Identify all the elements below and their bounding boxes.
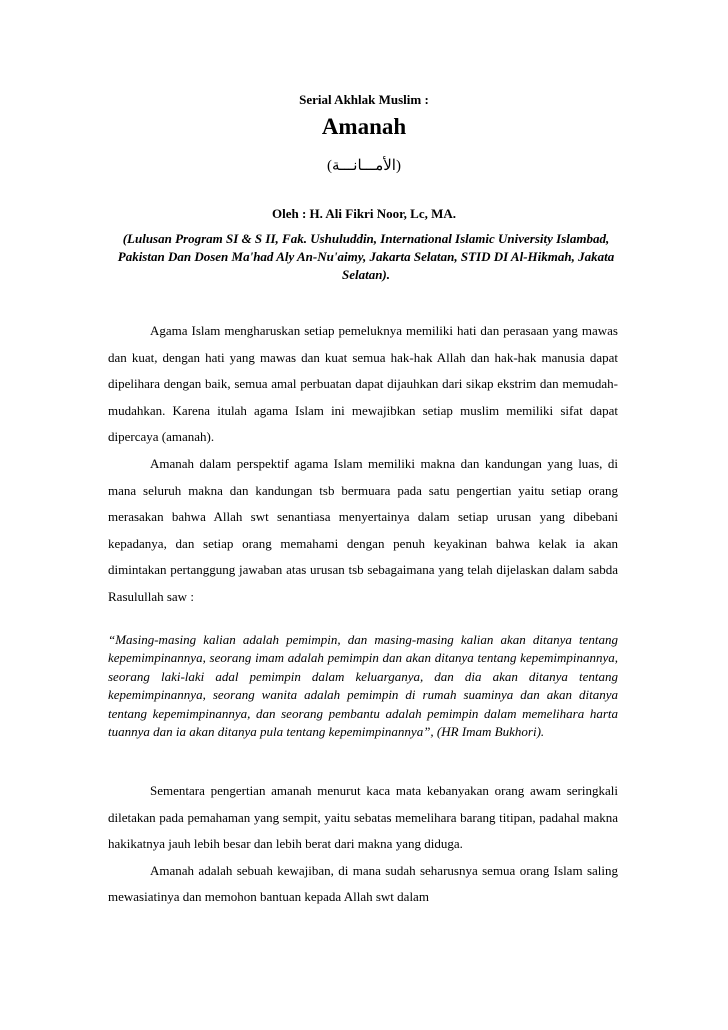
document-title: Amanah (321, 114, 407, 139)
paragraph: Sementara pengertian amanah menurut kaca mata kebanyakan orang awam seringkali diletakan pada pemahaman yang sempit, yaitu sebatas memelihara barang titipan, padahal makna hakikatnya jauh lebih besar dan lebih berat dari makna yang diduga. (108, 783, 618, 852)
paragraph: Amanah adalah sebuah kewajiban, di mana sudah seharusnya semua orang Islam saling mewasiatinya dan memohon bantuan kepada Allah swt dalam (108, 862, 618, 905)
arabic-title: (الأمـــانـــة) (327, 158, 401, 174)
body-section-1 (108, 318, 618, 611)
author-affiliation: (Lulusan Program SI & S II, Fak. Ushuluddin, International Islamic University Islambad, Pakistan Dan Dosen Ma'had Aly An-Nu'aimy, Jakarta Selatan, STID DI Al-Hikmah, Jakata Selatan). (117, 231, 615, 282)
paragraph: Amanah dalam perspektif agama Islam memiliki makna dan kandungan yang luas, di mana seluruh makna dan kandungan tsb bermuara pada satu pengertian yaitu setiap orang merasakan bahwa Allah swt senantiasa menyertainya dalam setiap urusan yang dibebani kepadanya, dan setiap orang memahami dengan penuh keyakinan bahwa kelak ia akan dimintakan pertanggung jawaban atas urusan tsb sebagaimana yang telah dijelaskan dalam sabda Rasulullah saw : (108, 455, 618, 604)
paragraph: Agama Islam mengharuskan setiap pemeluknya memiliki hati dan perasaan yang mawas dan kuat, dengan hati yang mawas dan kuat semua hak-hak Allah dan hak-hak manusia dapat dipelihara dengan baik, semua amal perbuatan dapat dijauhkan dari sikap ekstrim dan memudah-mudahkan. Karena itulah agama Islam ini mewajibkan setiap muslim memiliki sifat dapat dipercaya (amanah). (108, 323, 618, 445)
hadith-quote: “Masing-masing kalian adalah pemimpin, dan masing-masing kalian akan ditanya tentang kepemimpinannya, seorang imam adalah pemimpin dan akan ditanya tentang kepemimpinannya, seorang laki-laki adal pemimpin dalam keluarganya, dan dia akan ditanya tentang kepemimpinannya, seorang wanita adalah pemimpin di rumah suaminya dan akan ditanya tentang kepemimpinannya, dan seorang pembantu adalah pemimpin dalam memelihara harta tuannya dan ia akan ditanya pula tentang kepemimpinannya”, (HR Imam Bukhori). (108, 632, 618, 740)
body-section-2 (108, 778, 618, 911)
series-label: Serial Akhlak Muslim : (299, 92, 429, 107)
author-line: Oleh : H. Ali Fikri Noor, Lc, MA. (271, 206, 457, 221)
